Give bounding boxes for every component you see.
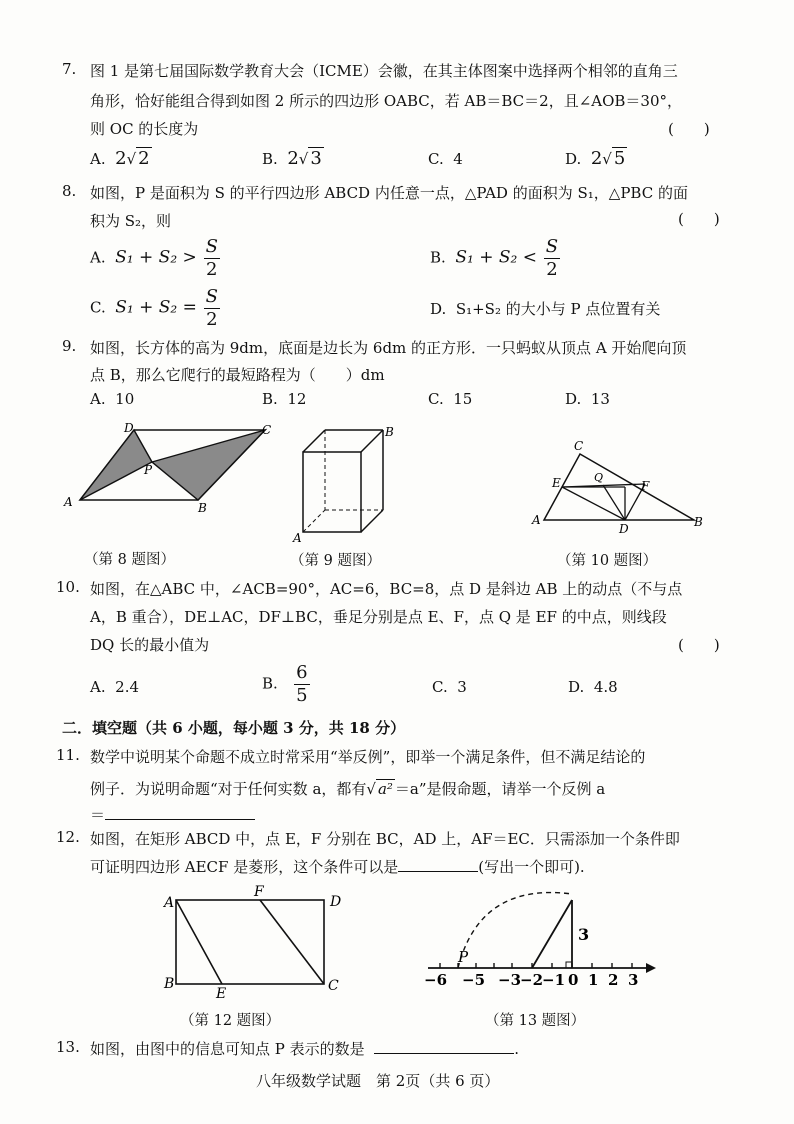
q7-number: 7.: [62, 60, 77, 78]
q10-option-b: B. $\frac{6}{5}$: [262, 662, 308, 706]
q8-text-line2: 积为 S₂，则: [90, 212, 172, 230]
fig13-height-label: 3: [578, 925, 590, 944]
q11-number: 11.: [56, 746, 80, 764]
fig12-label-b: B: [164, 976, 175, 992]
fig13-tick-neg5: −5: [462, 971, 486, 989]
fig9-label-a: A: [293, 531, 302, 545]
fig13-tick-neg6: −6: [424, 971, 448, 989]
q7-text-line2: 角形，恰好能组合得到如图 2 所示的四边形 OABC，若 AB＝BC＝2，且∠AOB＝30°，: [90, 92, 683, 110]
page-footer: 八年级数学试题 第 2页（共 6 页）: [256, 1072, 500, 1090]
q10-text-line2: A，B 重合），DE⊥AC，DF⊥BC，垂足分别是点 E、F，点 Q 是 EF 的中点，则线段: [90, 608, 667, 626]
q9-option-d: D. 13: [565, 390, 610, 408]
q9-text-line2: 点 B，那么它爬行的最短路程为（ ）dm: [90, 366, 385, 384]
fig8-label-a: A: [64, 495, 73, 509]
fig10-label-e: E: [552, 476, 561, 490]
fig9-label-b: B: [385, 425, 394, 439]
fig8-label-d: D: [124, 421, 134, 435]
figure-9-cuboid: [285, 420, 405, 545]
fig10-label-c: C: [574, 439, 584, 453]
figure-9-caption: （第 9 题图）: [290, 553, 381, 569]
fig13-tick-3: 3: [628, 971, 639, 989]
q12-text-line2: 可证明四边形 AECF 是菱形，这个条件可以是 (写出一个即可).: [90, 858, 585, 876]
fig13-tick-neg2: −2: [520, 971, 544, 989]
q9-text-line1: 如图，长方体的高为 9dm，底面是边长为 6dm 的正方形．一只蚂蚁从顶点 A 开始爬向顶: [90, 339, 687, 357]
q7-option-d: D. 2√ 5: [565, 148, 626, 169]
fig12-label-c: C: [328, 978, 339, 994]
figure-12-rectangle: [158, 882, 348, 1002]
fig13-tick-0: 0: [568, 971, 579, 989]
fig10-label-d: D: [619, 522, 629, 533]
q8-option-b: B. S₁ + S₂ < $\frac{S}{2}$: [430, 236, 559, 280]
q8-option-a: A. S₁ + S₂ > $\frac{S}{2}$: [90, 236, 218, 280]
q12-number: 12.: [56, 828, 80, 846]
fig13-tick-2: 2: [608, 971, 619, 989]
fig8-label-p: P: [144, 463, 153, 477]
fig8-label-c: C: [262, 423, 272, 437]
q9-option-b: B. 12: [262, 390, 307, 408]
fig12-label-a: A: [164, 895, 175, 911]
figure-10-caption: （第 10 题图）: [557, 553, 658, 569]
q8-option-c: C. S₁ + S₂ = $\frac{S}{2}$: [90, 286, 219, 330]
fig10-label-b: B: [694, 515, 703, 529]
q13-number: 13.: [56, 1038, 80, 1056]
q10-text-line3: DQ 长的最小值为: [90, 636, 210, 654]
q7-option-a: A. 2√ 2: [90, 148, 150, 169]
figure-10-right-triangle: [528, 438, 718, 533]
figure-8-parallelogram: [60, 418, 280, 518]
q8-text-line1: 如图，P 是面积为 S 的平行四边形 ABCD 内任意一点，△PAD 的面积为 S₁，△PBC 的面: [90, 184, 688, 202]
fig12-label-f: F: [254, 884, 264, 900]
q8-answer-paren: ( ): [678, 210, 720, 228]
q13-text: 如图，由图中的信息可知点 P 表示的数是 .: [90, 1040, 519, 1058]
q10-option-d: D. 4.8: [568, 678, 618, 696]
section-2-title: 二．填空题（共 6 小题，每小题 3 分，共 18 分）: [62, 719, 406, 737]
q10-option-a: A. 2.4: [90, 678, 140, 696]
fig13-tick-neg1: −1: [542, 971, 566, 989]
q7-option-b: B. 2√ 3: [262, 148, 322, 169]
q9-number: 9.: [62, 337, 77, 355]
fig10-label-f: F: [641, 479, 650, 493]
q13-answer-blank[interactable]: [374, 1053, 514, 1054]
q10-text-line1: 如图，在△ABC 中，∠ACB=90°，AC=6，BC=8，点 D 是斜边 AB 上的动点（不与点: [90, 580, 683, 598]
figure-13-caption: （第 13 题图）: [485, 1013, 586, 1029]
fig8-label-b: B: [198, 501, 207, 515]
q8-option-d: D. S₁+S₂ 的大小与 P 点位置有关: [430, 300, 661, 318]
q9-option-c: C. 15: [428, 390, 473, 408]
fig12-label-d: D: [330, 894, 342, 910]
fig12-label-e: E: [216, 986, 227, 1002]
figure-13-number-line: [420, 872, 660, 992]
q7-text-line3: 则 OC 的长度为: [90, 120, 199, 138]
fig10-label-q: Q: [594, 471, 604, 484]
q11-text-line1: 数学中说明某个命题不成立时常采用“举反例”，即举一个满足条件，但不满足结论的: [90, 748, 646, 766]
fig13-tick-1: 1: [588, 971, 599, 989]
q7-text-line1: 图 1 是第七届国际数学教育大会（ICME）会徽，在其主体图案中选择两个相邻的直角三: [90, 62, 678, 80]
q11-text-line2: 例子．为说明命题“对于任何实数 a，都有√ a² ＝a”是假命题，请举一个反例 a: [90, 780, 606, 798]
q7-option-c: C. 4: [428, 150, 463, 168]
q11-answer-blank[interactable]: [105, 819, 255, 820]
figure-8-caption: （第 8 题图）: [84, 552, 175, 568]
q8-number: 8.: [62, 182, 77, 200]
q10-number: 10.: [56, 578, 80, 596]
fig13-point-label: P: [458, 948, 469, 966]
q9-option-a: A. 10: [90, 390, 135, 408]
q10-option-c: C. 3: [432, 678, 467, 696]
q11-text-line3: ＝: [90, 804, 255, 825]
fig10-label-a: A: [532, 513, 541, 527]
figure-12-caption: （第 12 题图）: [180, 1013, 281, 1029]
q10-answer-paren: ( ): [678, 636, 720, 654]
q7-answer-paren: ( ): [668, 120, 710, 138]
fig13-tick-neg3: −3: [498, 971, 522, 989]
q12-text-line1: 如图，在矩形 ABCD 中，点 E，F 分别在 BC，AD 上，AF＝EC．只需添加一个条件即: [90, 830, 680, 848]
